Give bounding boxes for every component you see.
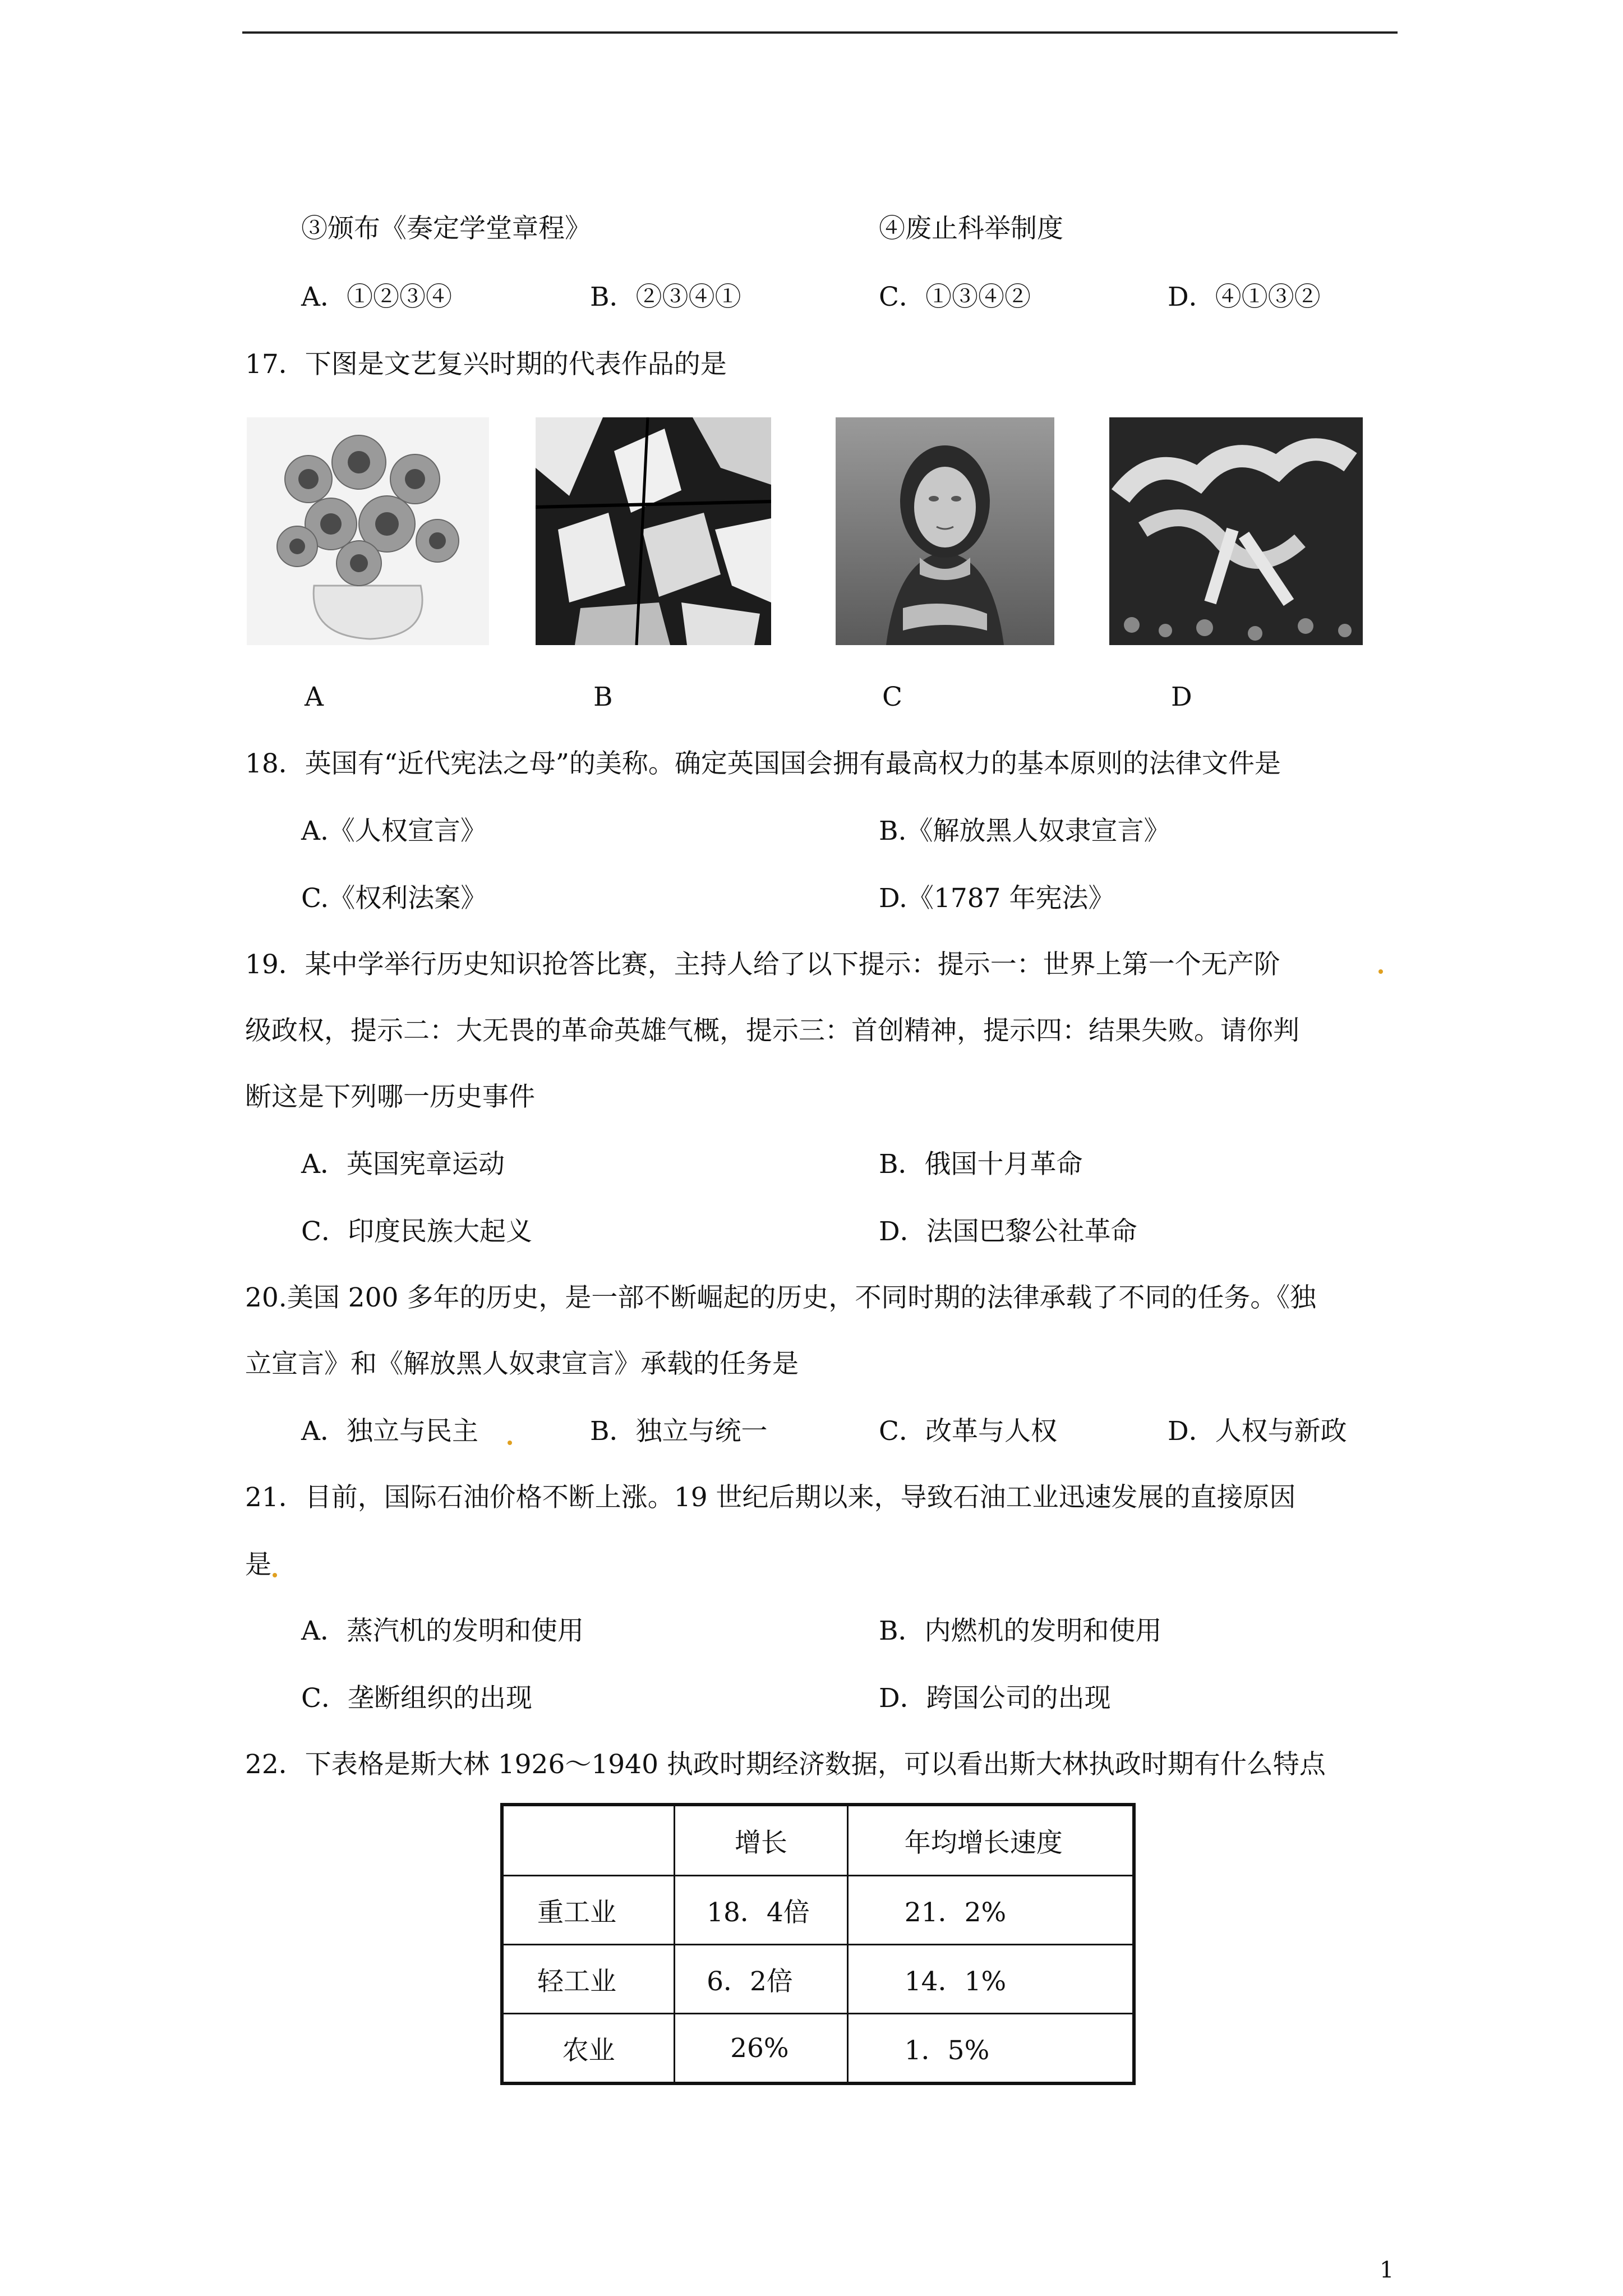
table-row bbox=[502, 1945, 1134, 2014]
q19-option-b: B．俄国十月革命 bbox=[879, 1149, 1083, 1180]
q16-option-a: A．①②③④ bbox=[301, 282, 452, 312]
table-cell: 26% bbox=[675, 2014, 848, 2084]
q19-option-a: A．英国宪章运动 bbox=[301, 1149, 505, 1180]
q20-stem-line-2: 立宣言》和《解放黑人奴隶宣言》承载的任务是 bbox=[245, 1349, 799, 1379]
table-header-cell: 年均增长速度 bbox=[847, 1805, 1134, 1876]
image-label-a: A bbox=[305, 682, 324, 712]
q18-option-a: A.《人权宣言》 bbox=[301, 816, 487, 846]
table-cell: 重工业 bbox=[502, 1876, 675, 1945]
q18-stem: 18．英国有“近代宪法之母”的美称。确定英国国会拥有最高权力的基本原则的法律文件是 bbox=[245, 748, 1281, 779]
image-label-b: B bbox=[593, 682, 613, 712]
q21-option-d: D．跨国公司的出现 bbox=[879, 1683, 1111, 1714]
stray-mark bbox=[508, 1441, 512, 1445]
q19-stem-line-1: 19．某中学举行历史知识抢答比赛，主持人给了以下提示：提示一：世界上第一个无产阶 bbox=[245, 949, 1280, 980]
q20-stem-line-1: 20.美国 200 多年的历史，是一部不断崛起的历史，不同时期的法律承载了不同的任务。《独 bbox=[245, 1282, 1316, 1313]
table-cell: 1．5% bbox=[847, 2014, 1134, 2084]
table-cell: 18．4倍 bbox=[675, 1876, 848, 1945]
q17-stem: 17．下图是文艺复兴时期的代表作品的是 bbox=[245, 349, 727, 380]
modern-abstract-painting bbox=[1109, 417, 1363, 645]
q21-option-c: C．垄断组织的出现 bbox=[301, 1683, 532, 1714]
q20-option-d: D．人权与新政 bbox=[1168, 1416, 1347, 1447]
q20-option-c: C．改革与人权 bbox=[879, 1416, 1057, 1447]
table-cell: 农业 bbox=[502, 2014, 675, 2084]
q16-item-4: ④废止科举制度 bbox=[879, 213, 1063, 244]
mona-lisa-painting bbox=[836, 417, 1054, 645]
q21-option-a: A．蒸汽机的发明和使用 bbox=[301, 1616, 584, 1646]
table-row bbox=[502, 1876, 1134, 1945]
q19-option-d: D．法国巴黎公社革命 bbox=[879, 1216, 1137, 1247]
q18-option-d: D.《1787 年宪法》 bbox=[879, 883, 1115, 914]
q18-option-c: C.《权利法案》 bbox=[301, 883, 487, 914]
economic-data-table bbox=[500, 1803, 1136, 2085]
stray-mark bbox=[1378, 969, 1383, 974]
table-cell: 14．1% bbox=[847, 1945, 1134, 2014]
table-header-row bbox=[502, 1805, 1134, 1876]
header-rule bbox=[242, 31, 1398, 34]
stray-mark bbox=[273, 1573, 277, 1577]
table-row bbox=[502, 2014, 1134, 2084]
q16-option-b: B．②③④① bbox=[590, 282, 741, 312]
q19-stem-line-3: 断这是下列哪一历史事件 bbox=[245, 1082, 535, 1112]
table-cell: 21．2% bbox=[847, 1876, 1134, 1945]
q20-option-a: A．独立与民主 bbox=[301, 1416, 478, 1447]
table-cell: 6．2倍 bbox=[675, 1945, 848, 2014]
q22-stem: 22．下表格是斯大林 1926～1940 执政时期经济数据，可以看出斯大林执政时期有什么特点 bbox=[245, 1749, 1326, 1780]
q16-option-c: C．①③④② bbox=[879, 282, 1031, 312]
image-label-c: C bbox=[882, 682, 902, 712]
q19-option-c: C．印度民族大起义 bbox=[301, 1216, 532, 1247]
q20-option-b: B．独立与统一 bbox=[590, 1416, 768, 1447]
q16-item-3: ③颁布《奏定学堂章程》 bbox=[301, 213, 591, 244]
page-number: 1 bbox=[1380, 2257, 1394, 2283]
table-cell: 轻工业 bbox=[502, 1945, 675, 2014]
q16-option-d: D．④①③② bbox=[1168, 282, 1321, 312]
q21-stem-line-2: 是 bbox=[245, 1549, 271, 1580]
image-label-d: D bbox=[1171, 682, 1192, 712]
q19-stem-line-2: 级政权，提示二：大无畏的革命英雄气概，提示三：首创精神，提示四：结果失败。请你判 bbox=[245, 1015, 1299, 1046]
table-header-cell bbox=[502, 1805, 675, 1876]
sunflowers-painting bbox=[247, 417, 489, 645]
table-header-cell: 增长 bbox=[675, 1805, 848, 1876]
q18-option-b: B.《解放黑人奴隶宣言》 bbox=[879, 816, 1170, 846]
guernica-painting bbox=[536, 417, 771, 645]
q21-option-b: B．内燃机的发明和使用 bbox=[879, 1616, 1162, 1646]
q21-stem-line-1: 21．目前，国际石油价格不断上涨。19 世纪后期以来，导致石油工业迅速发展的直接原因 bbox=[245, 1482, 1296, 1513]
